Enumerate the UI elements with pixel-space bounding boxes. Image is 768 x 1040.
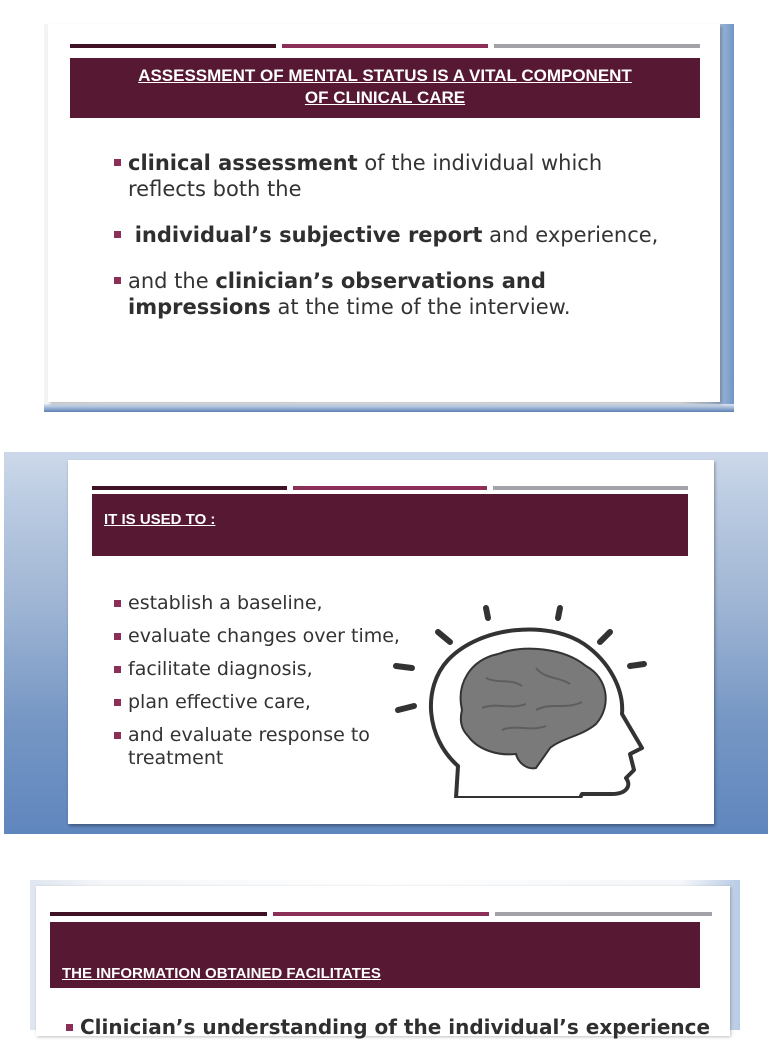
slide-used-to: [4, 452, 768, 834]
bullet-square-icon: [66, 1024, 73, 1031]
slide-page: [36, 886, 730, 1039]
bullet-list: [66, 1014, 726, 1040]
bullet-square-icon: [114, 600, 121, 607]
slide-information-facilitates: [30, 880, 740, 1039]
bullet-item: individual’s subjective report and experience,: [114, 222, 674, 248]
bullet-item: evaluate changes over time,: [114, 625, 414, 648]
slide-mental-status: [44, 24, 734, 412]
bullet-square-icon: [114, 159, 121, 166]
head-brain-icon: [386, 598, 676, 798]
bullet-item: clinical assessment of the individual which reflects both the: [114, 150, 674, 202]
decorative-tri-bar: [92, 486, 688, 490]
slide-page: [48, 24, 720, 402]
slide-title: THE INFORMATION OBTAINED FACILITATES: [50, 922, 700, 988]
bullet-square-icon: [114, 699, 121, 706]
bullet-list: [114, 150, 674, 340]
slide-shadow-edge: [44, 404, 734, 412]
decorative-tri-bar: [70, 44, 700, 48]
bullet-list: [114, 592, 414, 780]
bullet-item: and the clinician’s observations and impressions at the time of the interview.: [114, 268, 674, 320]
bullet-item: facilitate diagnosis,: [114, 658, 414, 681]
slide-title: IT IS USED TO :: [92, 494, 688, 556]
bullet-item: plan effective care,: [114, 691, 414, 714]
bullet-square-icon: [114, 633, 121, 640]
bullet-item: establish a baseline,: [114, 592, 414, 615]
bullet-item: and evaluate response to treatment: [114, 724, 414, 770]
bullet-square-icon: [114, 666, 121, 673]
bullet-square-icon: [114, 732, 121, 739]
slide-page: [68, 460, 714, 824]
decorative-tri-bar: [50, 912, 712, 916]
bullet-item: Clinician’s understanding of the individual’s experience: [66, 1014, 726, 1040]
bullet-square-icon: [114, 231, 121, 238]
slide-title: ASSESSMENT OF MENTAL STATUS IS A VITAL COMPONENT OF CLINICAL CARE: [70, 58, 700, 118]
bullet-square-icon: [114, 277, 121, 284]
